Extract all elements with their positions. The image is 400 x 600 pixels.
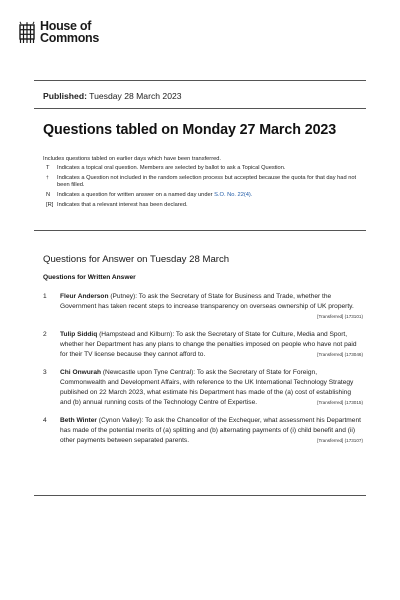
intro-text: Includes questions tabled on earlier days which have been transferred. xyxy=(43,156,222,162)
key-description: Indicates a Question not included in the random selection process but accepted because the quota for that day had not been filled. xyxy=(57,174,357,189)
question-number: 2 xyxy=(43,331,47,338)
questions-list xyxy=(43,292,363,454)
member-constituency: (Putney): xyxy=(108,293,138,300)
house-of-commons-logo xyxy=(18,21,99,45)
key-row-named-day xyxy=(43,192,363,199)
question-body xyxy=(60,292,363,322)
published-label: Published: xyxy=(43,91,87,101)
published-divider xyxy=(34,108,366,109)
page-title: Questions tabled on Monday 27 March 2023 xyxy=(43,122,337,138)
key-description xyxy=(57,192,363,199)
section-title: Questions for Answer on Tuesday 28 March xyxy=(43,254,230,265)
key-row-topical xyxy=(43,165,363,172)
question-number: 1 xyxy=(43,293,47,300)
question-text: To ask the Secretary of State for Foreign, Commonwealth and Development Affairs, with reference to the UK International Technology Strategy published on 22 March 2023, what estimate his Department has made of the (a) cost of establishing and (b) annual running costs of the Technology Centre of Expertise. xyxy=(60,369,354,406)
key-symbol: T xyxy=(46,165,50,171)
member-constituency: (Hampstead and Kilburn): xyxy=(97,331,175,338)
top-divider xyxy=(34,80,366,81)
member-name: Chi Onwurah xyxy=(60,369,102,376)
question-text: To ask the Chancellor of the Exchequer, what assessment his Department has made of the potential merits of (a) splitting and (b) alternating payments of (i) child benefit and (ii) other payments between separated parents. xyxy=(60,417,361,444)
key-description: Indicates that a relevant interest has been declared. xyxy=(57,201,188,208)
question-text: To ask the Secretary of State for Culture, Media and Sport, whether her Department has any plans to change the penalties imposed on people who have not paid for their TV license because they cannot afford to. xyxy=(60,331,357,358)
member-constituency: (Cynon Valley): xyxy=(96,417,144,424)
key-symbol: † xyxy=(46,175,49,181)
key-row-interest xyxy=(43,202,363,209)
question-text: To ask the Secretary of State for Business and Trade, whether the Government has taken recent steps to increase transparency on overseas ownership of UK property. xyxy=(60,293,354,310)
member-name: Tulip Siddiq xyxy=(60,331,98,338)
bottom-divider xyxy=(34,495,366,496)
question-reference: [Transferred] (173107) xyxy=(317,438,363,443)
standing-order-link[interactable]: S.O. No. 22(4). xyxy=(214,191,253,198)
symbol-key xyxy=(43,165,363,211)
key-row-not-random xyxy=(43,175,363,190)
question-item xyxy=(43,330,363,360)
key-description-text: Indicates a question for written answer on a named day under xyxy=(57,191,213,198)
logo-line-2: Commons xyxy=(40,30,100,45)
question-item xyxy=(43,292,363,322)
member-name: Fleur Anderson xyxy=(60,293,109,300)
question-body xyxy=(60,368,363,408)
question-item xyxy=(43,368,363,408)
logo-line-1: House of xyxy=(40,19,92,33)
question-number: 3 xyxy=(43,369,47,376)
question-reference: [Transferred] (173015) xyxy=(317,400,363,405)
question-body xyxy=(60,416,363,446)
question-item xyxy=(43,416,363,446)
key-divider xyxy=(34,230,366,231)
key-symbol: [R] xyxy=(46,201,54,208)
key-description: Indicates a topical oral question. Members are selected by ballot to ask a Topical Question. xyxy=(57,165,286,171)
published-line xyxy=(43,91,182,101)
portcullis-icon xyxy=(18,21,36,45)
section-subtitle: Questions for Written Answer xyxy=(43,274,136,281)
question-reference: [Transferred] (173046) xyxy=(317,352,363,357)
key-symbol: N xyxy=(46,191,51,198)
member-name: Beth Winter xyxy=(60,417,97,424)
member-constituency: (Newcastle upon Tyne Central): xyxy=(101,369,196,376)
logo-wordmark xyxy=(40,21,99,44)
published-date: Tuesday 28 March 2023 xyxy=(89,91,182,101)
question-reference: [Transferred] (173101) xyxy=(317,314,363,319)
question-number: 4 xyxy=(43,417,47,424)
question-body xyxy=(60,330,363,360)
